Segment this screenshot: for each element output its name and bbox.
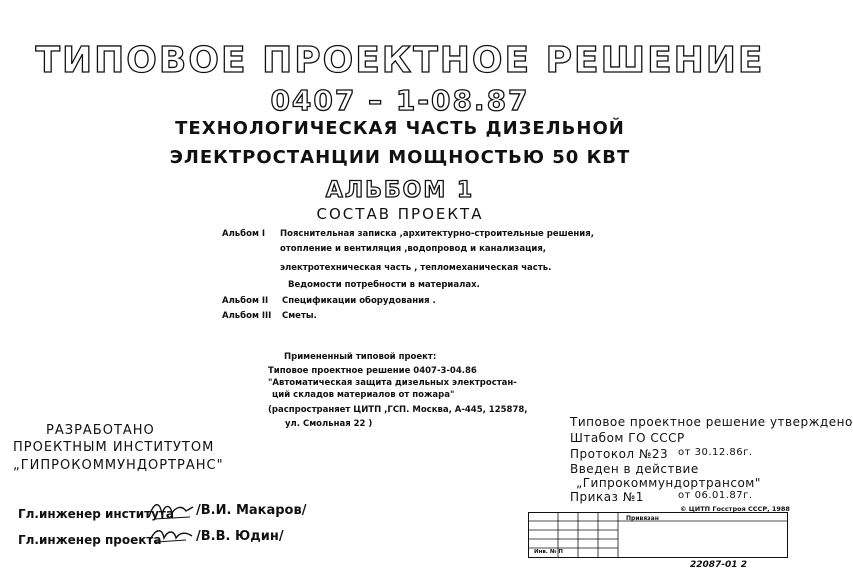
applied-project-line-1: Примененный типовой проект: [284, 352, 437, 362]
album-2-line-1: Спецификации оборудования . [282, 296, 436, 306]
signature-role-2: Гл.инженер проекта [18, 533, 162, 547]
album-1-line-4: Ведомости потребности в материалах. [288, 280, 480, 290]
album-3-label: Альбом III [222, 311, 272, 321]
approval-protocol: Протокол №23 [570, 447, 669, 461]
album-1-line-2: отопление и вентиляция ,водопровод и канализация, [280, 244, 547, 254]
signature-role-1: Гл.инженер института [18, 507, 174, 521]
approval-line-2: Штабом ГО СССР [570, 431, 685, 445]
approval-order-date: от 06.01.87г. [678, 490, 753, 501]
applied-project-line-4: ций складов материалов от пожара" [272, 390, 455, 400]
developer-line-2: ПРОЕКТНЫМ ИНСТИТУТОМ [13, 440, 215, 455]
handwritten-signature-1 [146, 497, 196, 523]
album-1-label: Альбом I [222, 229, 266, 239]
album-1-line-3: электротехническая часть , тепломеханическая часть. [280, 263, 552, 273]
sheet-code: 22087-01 2 [690, 560, 747, 570]
stamp-inventory-label: Инв. № П [534, 549, 564, 555]
composition-heading: СОСТАВ ПРОЕКТА [316, 205, 484, 223]
applied-project-line-3: "Автоматическая защита дизельных электростан- [268, 378, 517, 388]
album-heading: АЛЬБОМ 1 [325, 178, 475, 203]
signature-name-2: /В.В. Юдин/ [196, 529, 284, 544]
album-1-line-1: Пояснительная записка ,архитектурно-строительные решения, [280, 229, 594, 239]
album-3-line-1: Сметы. [282, 311, 317, 321]
document-title: ТИПОВОЕ ПРОЕКТНОЕ РЕШЕНИЕ [35, 40, 765, 81]
applied-project-line-6: ул. Смольная 22 ) [285, 419, 373, 429]
copyright-note: © ЦИТП Госстроя СССР, 1988 [680, 505, 790, 513]
applied-project-line-5: (распространяет ЦИТП ,ГСП. Москва, А-445, 125878, [268, 405, 528, 415]
signature-name-1: /В.И. Макаров/ [196, 503, 307, 518]
album-2-label: Альбом II [222, 296, 269, 306]
approval-protocol-date: от 30.12.86г. [678, 447, 753, 458]
approval-line-4: Введен в действие [570, 462, 699, 476]
handwritten-signature-2 [146, 522, 196, 548]
developer-line-3: „ГИПРОКОММУНДОРТРАНС" [13, 458, 224, 473]
subtitle-line-2: ЭЛЕКТРОСТАНЦИИ МОЩНОСТЬЮ 50 КВТ [169, 147, 631, 168]
approval-line-1: Типовое проектное решение утверждено [570, 415, 853, 429]
applied-project-line-2: Типовое проектное решение 0407-3-04.86 [268, 366, 477, 376]
subtitle-line-1: ТЕХНОЛОГИЧЕСКАЯ ЧАСТЬ ДИЗЕЛЬНОЙ [175, 118, 625, 139]
developer-line-1: РАЗРАБОТАНО [46, 423, 155, 438]
approval-line-5: „Гипрокоммундортрансом" [576, 476, 761, 490]
approval-order: Приказ №1 [570, 490, 644, 504]
stamp-cell-label: Привязан [626, 515, 659, 522]
project-number: 0407 – 1-08.87 [270, 84, 530, 117]
